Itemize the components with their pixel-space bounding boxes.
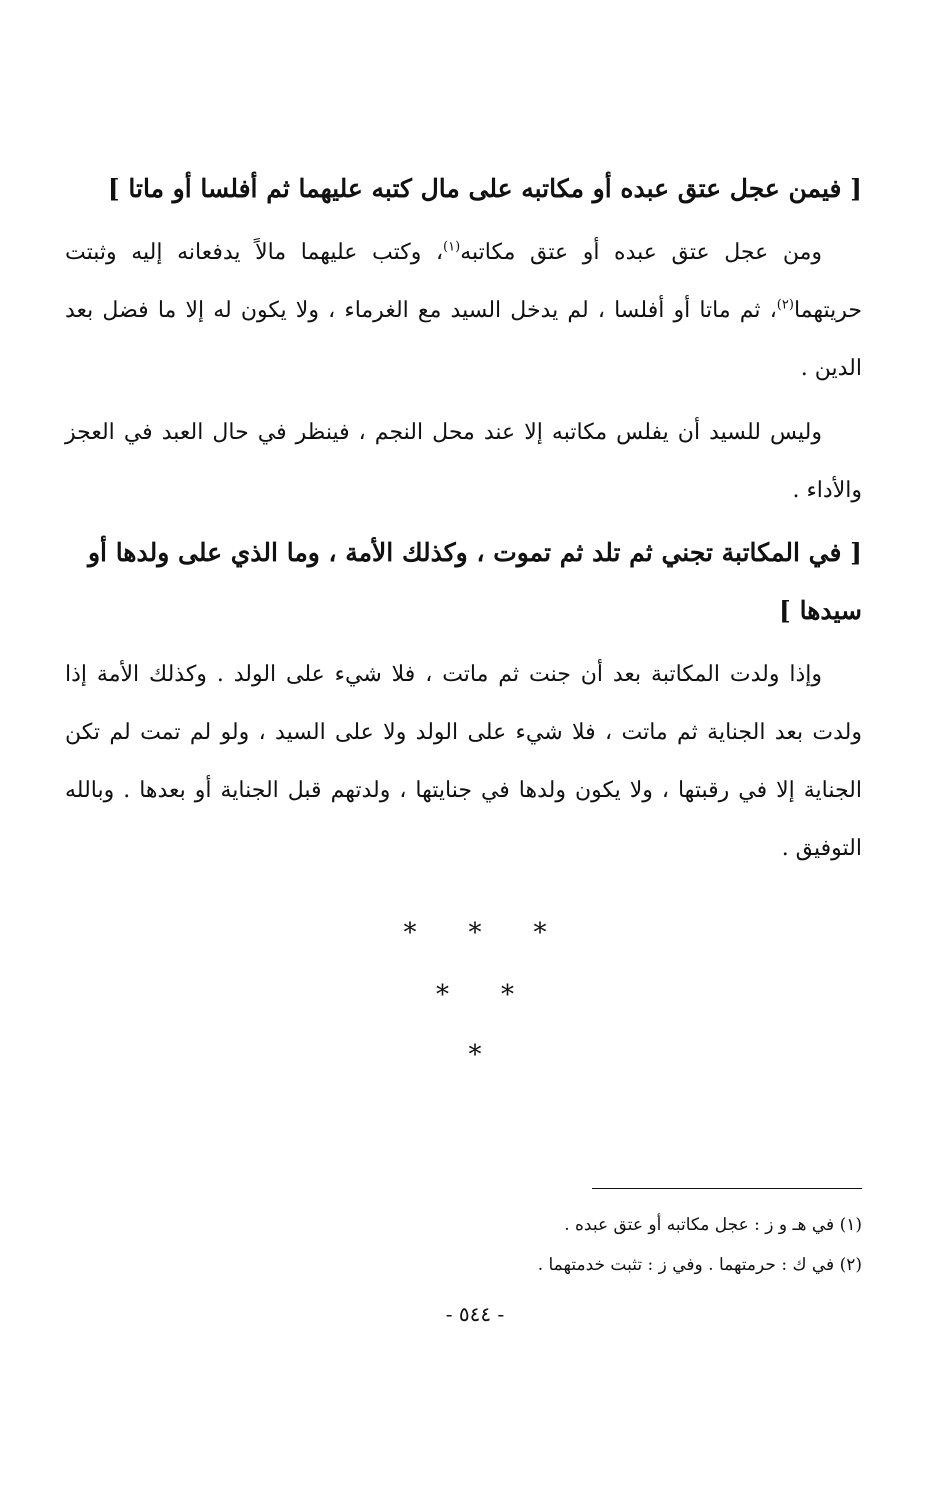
paragraph-2: وليس للسيد أن يفلس مكاتبه إلا عند محل النجم ، فينظر في حال العبد في العجز والأداء . <box>65 420 862 503</box>
footnote-2: (٢) في ك : حرمتهما . وفي ز : تثبت خدمتهما . <box>537 1255 862 1275</box>
footnote-1: (١) في هـ و ز : عجل مكاتبه أو عتق عبده . <box>564 1215 862 1235</box>
page-number: - ٥٤٤ - <box>445 1302 505 1326</box>
stars-row-2 <box>0 980 950 1010</box>
paragraph-1-part-a: ومن عجل عتق عبده أو عتق مكاتبه <box>460 240 822 265</box>
main-text <box>65 160 862 882</box>
section-heading-2: [ في المكاتبة تجني ثم تلد ثم تموت ، وكذلك الأمة ، وما الذي على ولدها أو سيدها ] <box>87 538 862 625</box>
star-ornament: * <box>403 918 417 948</box>
star-ornament: * <box>533 918 547 948</box>
paragraph-3: وإذا ولدت المكاتبة بعد أن جنت ثم ماتت ، فلا شيء على الولد . وكذلك الأمة إذا ولدت بعد الجناية ثم ماتت ، فلا شيء على الولد ولا على السيد ، ولو لم تمت لم تكن الجناية إلا في رقبتها ، ولا يكون ولدها في جنايتها ، ولدتهم قبل الجناية أو بعدها . وبالله التوفيق . <box>65 662 862 861</box>
section-heading-1: [ فيمن عجل عتق عبده أو مكاتبه على مال كتبه عليهما ثم أفلسا أو ماتا ] <box>107 174 862 203</box>
paragraph-1-part-b: ، وكتب عليهما مالاً يدفعانه إليه وثبتت حريتهما <box>65 240 862 323</box>
footnotes <box>65 1205 862 1285</box>
footnote-divider <box>592 1188 862 1189</box>
footnote-ref-2[interactable]: (٢) <box>776 297 794 313</box>
stars-row-1 <box>0 918 950 948</box>
paragraph-1-part-c: ، ثم ماتا أو أفلسا ، لم يدخل السيد مع الغرماء ، ولا يكون له إلا ما فضل بعد الدين . <box>65 298 862 381</box>
star-ornament: * <box>468 1040 482 1070</box>
star-ornament: * <box>436 980 449 1010</box>
stars-row-3 <box>0 1040 950 1070</box>
footnote-ref-1[interactable]: (١) <box>443 239 461 255</box>
paragraph-1 <box>65 224 862 398</box>
star-ornament: * <box>468 918 482 948</box>
star-ornament: * <box>501 980 514 1010</box>
